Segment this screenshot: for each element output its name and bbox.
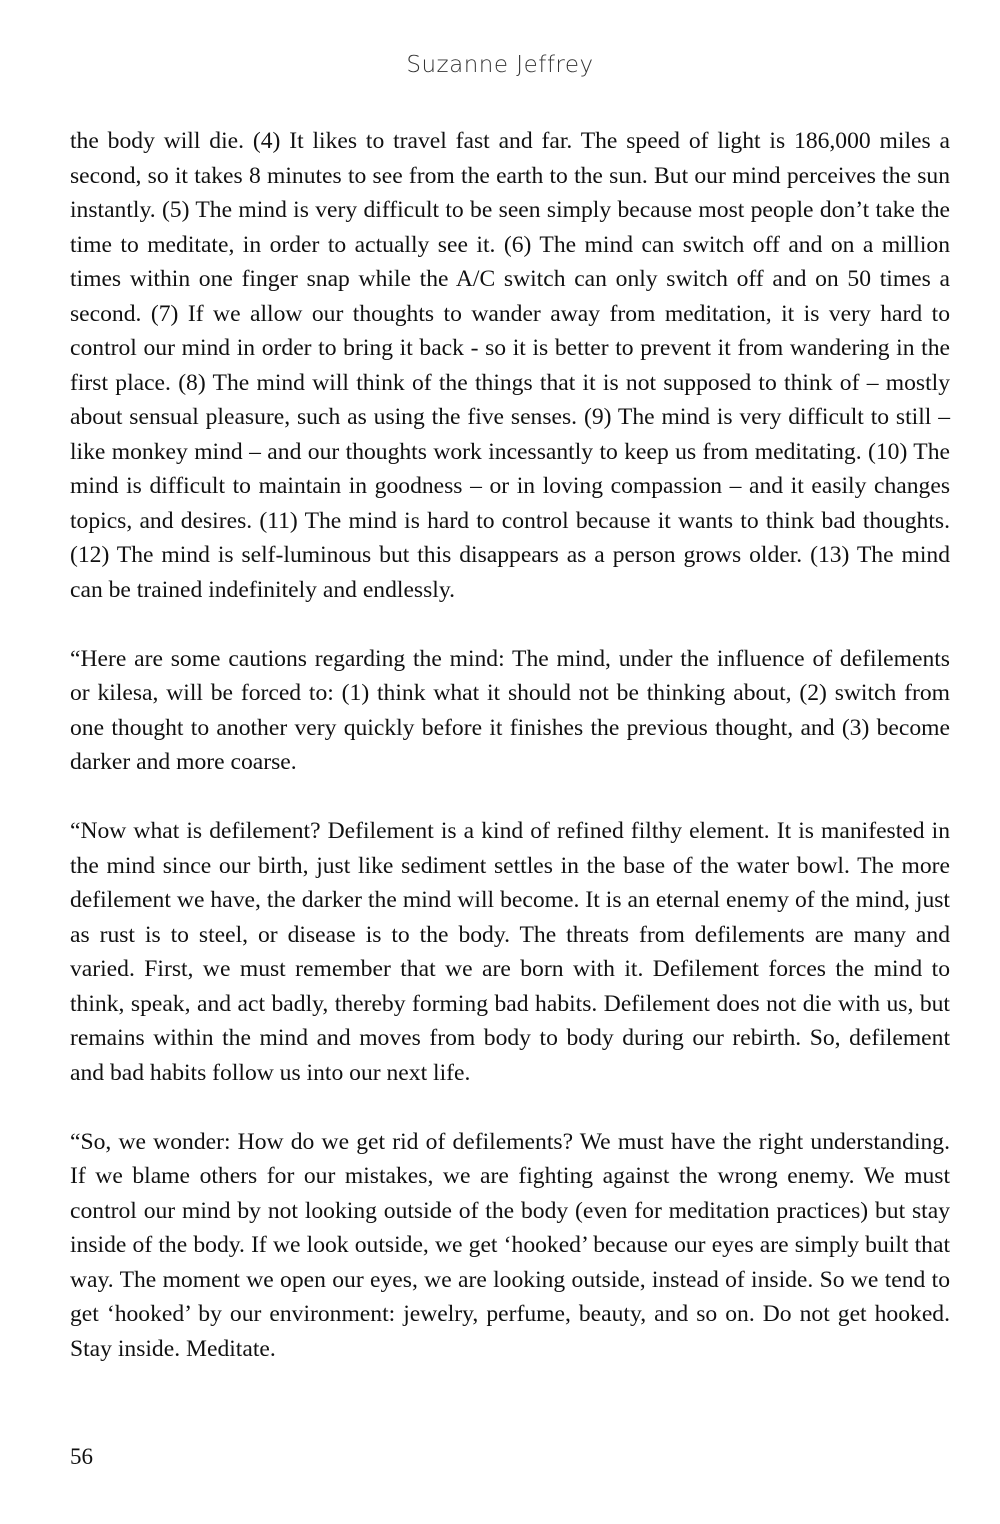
paragraph-defilement: “Now what is defilement? Defilement is a kind of refined filthy element. It is manifested in the mind since our birth, just like sediment settles in the base of the water bowl. The more defilement we have, the darker the mind will become. It is an eternal enemy of the mind, just as rust is to steel, or disease is to the body. The threats from defilements are many and varied. First, we must remember that we are born with it. Defilement forces the mind to think, speak, and act badly, thereby forming bad habits. Defilement does not die with us, but remains within the mind and moves from body to body during our rebirth. So, defilement and bad habits follow us into our next life. [70, 818, 950, 1086]
paragraph-mind-characteristics: the body will die. (4) It likes to travel fast and far. The speed of light is 186,000 miles a second, so it takes 8 minutes to see from the earth to the sun. But our mind perceives the sun instantly. (5) The mind is very difficult to be seen simply because most people don’t take the time to meditate, in order to actually see it. (6) The mind can switch off and on a million times within one finger snap while the A/C switch can only switch off and on 50 times a second. (7) If we allow our thoughts to wander away from meditation, it is very hard to control our mind in order to bring it back - so it is better to prevent it from wandering in the first place. (8) The mind will think of the things that it is not supposed to think of – mostly about sensual pleasure, such as using the five senses. (9) The mind is very difficult to still – like monkey mind – and our thoughts work incessantly to keep us from meditating. (10) The mind is difficult to maintain in goodness – or in loving compassion – and it easily changes topics, and desires. (11) The mind is hard to control because it wants to think bad thoughts. (12) The mind is self-luminous but this disappears as a person grows older. (13) The mind can be trained indefinitely and endlessly. [70, 128, 950, 603]
paragraph-get-rid-of-defilements: “So, we wonder: How do we get rid of defilements? We must have the right understanding. If we blame others for our mistakes, we are fighting against the wrong enemy. We must control our mind by not looking outside of the body (even for meditation practices) but stay inside of the body. If we look outside, we get ‘hooked’ because our eyes are simply built that way. The moment we open our eyes, we are looking outside, instead of inside. So we tend to get ‘hooked’ by our environment: jewelry, perfume, beauty, and so on. Do not get hooked. Stay inside. Meditate. [70, 1128, 950, 1362]
running-head: Suzanne Jeffrey [406, 52, 594, 78]
paragraph-cautions: “Here are some cautions regarding the mind: The mind, under the influence of defilements or kilesa, will be forced to: (1) think what it should not be thinking about, (2) switch from one thought to another very quickly before it finishes the previous thought, and (3) become darker and more coarse. [70, 645, 950, 775]
page-number: 56 [70, 1444, 93, 1469]
body-text [70, 124, 950, 1366]
